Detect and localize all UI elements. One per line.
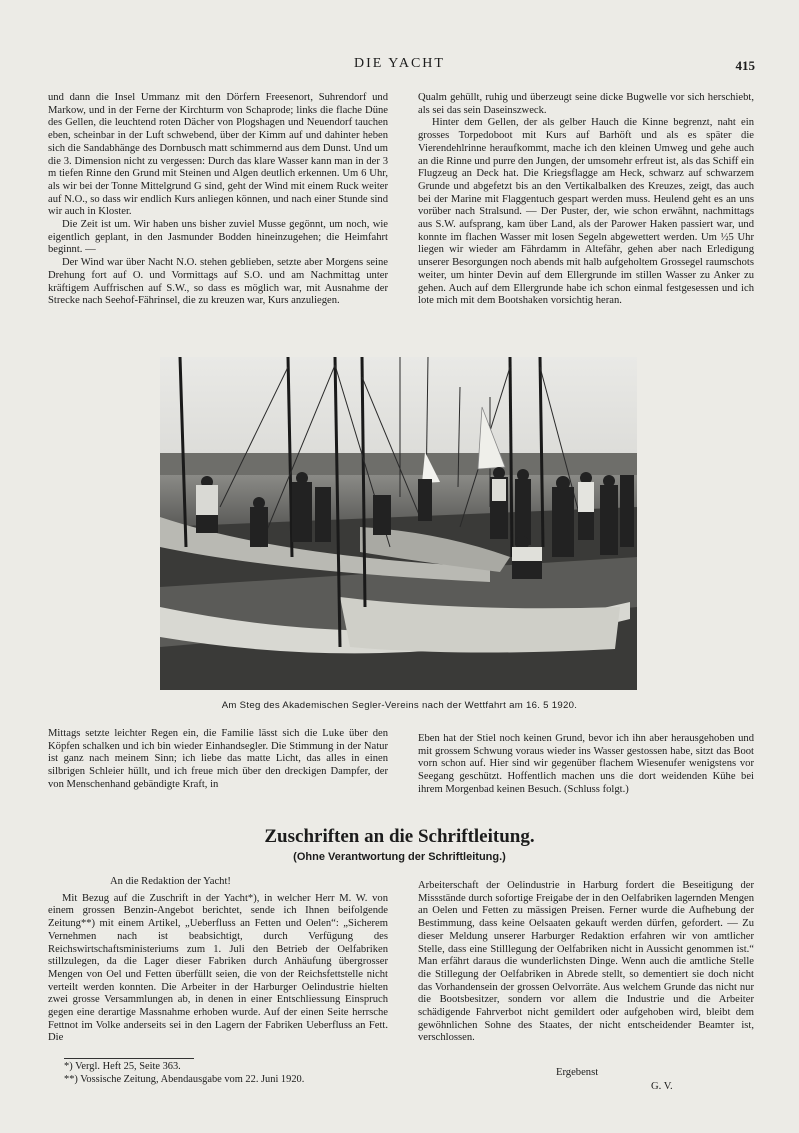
paragraph: Qualm gehüllt, ruhig und überzeugt seine dicke Bugwelle vor sich herschiebt, als sei das sein Daseinszweck. bbox=[418, 92, 754, 116]
letter-right-column bbox=[418, 880, 754, 1062]
paragraph: Eben hat der Stiel noch keinen Grund, bevor ich ihn aber herausgehoben und mit grossem Schwung voraus wieder ins Wasser gestossen habe, sitzt das Boot vorn schon auf. Hier sind wir gegenüber flachem Wiesenufer wenigstens vor Seegang geschützt. Hoffentlich machen uns die dort weidenden Kühe bei ihrem Morgenbad keinen Besuch. (Schluss folgt.) bbox=[418, 733, 754, 795]
running-title: DIE YACHT bbox=[354, 56, 445, 71]
article-left-column bbox=[48, 92, 388, 330]
paragraph: Arbeiterschaft der Oelindustrie in Harburg fordert die Beseitigung der Missstände durch sofortige Freigabe der in den Oelfabriken lagernden Mengen an Oelen und Fetten zu mässigen Preisen. Ferner wurde die Aufhebung der Bestimmung, dass keine Oelsaaten gekauft werden dürfen, gefordert. — Zu dieser Meldung unserer Harburger Redaktion erfahren wir von amtlicher Stelle, dass eine Stilllegung der Oelfabriken nicht in Aussicht genommen ist.“ Man erfährt daraus die wunderlichsten Dinge. Wenn auch die amtliche Stelle die Stillegung der Oelfabriken in Abrede stellt, so dementiert sie doch nicht das Vorhandensein der grossen Oelvorräte. Aus welchem Grunde das nicht nur die Bootsbesitzer, sondern vor allem die Industrie und die Arbeiter schädigende Fahrverbot nicht gemildert oder aufgehoben wird, bleibt dem gewöhnlichen Sohne des Staates, der nicht entscheidender Beamter ist, verschlossen. bbox=[418, 880, 754, 1044]
footnotes bbox=[64, 1061, 404, 1086]
paragraph: Die Zeit ist um. Wir haben uns bisher zuviel Musse gegönnt, um noch, wie eigentlich geplant, in den Jasmunder Bodden hineinzugehen; die Heimfahrt beginnt. — bbox=[48, 219, 388, 256]
paragraph: und dann die Insel Ummanz mit den Dörfern Freesenort, Suhrendorf und Markow, und in der Ferne der Kirchturm von Schaprode; links die flache Düne des Gellen, die leuchtend roten Dächer von Plogshagen und Neuendorf tauchen eben, scheinbar in der Luft schwebend, über der Kimm auf und dahinter heben sich die Sandabhänge des Dornbusch matt schimmernd aus dem Dunst. Und um die 3. Dimension nicht zu vergessen: Durch das klare Wasser kann man in der 3 m tiefen Rinne den Grund mit Steinen und Algen deutlich erkennen. Um 6 Uhr, als wir bei der Tonne Mittelgrund G sind, geht der Wind mit einem Ruck weiter auf N.O., so dass wir endlich Kurs anliegen können, und nach einer Stunde sind wir auch in Kloster. bbox=[48, 92, 388, 218]
paragraph: Mittags setzte leichter Regen ein, die Familie lässt sich die Luke über den Köpfen schalken und ich bin wieder Einhandsegler. Die Stimmung in der Natur ist ganz nach meinem Sinn; ich liebe das matte Licht, das alles in einen silbrigen Schleier hüllt, und ich freue mich über den dreckigen Dampfer, der von Menschenhand gebändigte Kraft, in bbox=[48, 728, 388, 790]
photo-illustration bbox=[160, 357, 637, 690]
article-right-column bbox=[418, 92, 754, 338]
letter-salutation: An die Redaktion der Yacht! bbox=[110, 876, 231, 887]
footnote: *) Vergl. Heft 25, Seite 363. bbox=[64, 1061, 181, 1072]
section-title: Zuschriften an die Schriftleitung. bbox=[264, 826, 535, 847]
footnote: **) Vossische Zeitung, Abendausgabe vom 22. Juni 1920. bbox=[64, 1073, 305, 1085]
paragraph: Hinter dem Gellen, der als gelber Hauch die Kinne begrenzt, naht ein grosses Torpedoboot mit Kurs auf Barhöft und als es später die Vierendehlrinne heraufkommt, mache ich den kleinen Umweg und gehe auch an die Rinne und purre den Jungen, der umsomehr erfreut ist, als das Schiff ein Flugzeug an Deck hat. Die Kriegsflagge am Heck, schwarz auf schwarzem Grunde und abgefetzt bis an den Vertikalbalken des Kreuzes, zeigt, das auch bei der Marine mit Flaggentuch gespart werden muss. Heulend geht es an uns vorüber nach Stralsund. — Der Puster, der, wie schon erwähnt, nachmittags aus S.W. aufsprang, kam über Land, als der Parower Haken passiert war, und konnte im flachen Wasser mit losen Segeln abgewettert werden. Um ½5 Uhr liegen wir wieder am Fährdamm in Altefähr, gehen aber nach Erledigung unserer Besorgungen noch abends mit halb aufgeholtem Grossegel raumschots weiter, um hinter Devin auf dem Ellergrunde im stillen Wasser zu Anker zu gehen. Auch auf dem Ellergrunde habe ich schon einmal festgesessen und ich lote mich mit dem Bootshaken vorsichtig heran. bbox=[418, 117, 754, 307]
letter-left-column bbox=[48, 876, 388, 1056]
footnote-divider bbox=[64, 1058, 194, 1059]
article-continued-right bbox=[418, 733, 754, 808]
page-number: 415 bbox=[735, 58, 755, 73]
photograph-sailboats-at-dock bbox=[160, 357, 637, 690]
article-continued-left bbox=[48, 728, 388, 800]
paragraph: Der Wind war über Nacht N.O. stehen geblieben, setzte aber Morgens seine Drehung fort auf O. und Vormittags auf S.O. und am Nachmittag unter kräftigem Auffrischen auf S.W., so dass es möglich war, mit Ausnahme der Strecke nach Seehof-Fährinsel, die zu kreuzen war, Kurs anzuliegen. bbox=[48, 257, 388, 307]
photo-caption: Am Steg des Akademischen Segler-Vereins nach der Wettfahrt am 16. 5 1920. bbox=[221, 700, 578, 711]
paragraph: Mit Bezug auf die Zuschrift in der Yacht*), in welcher Herr M. W. von einem grossen Benzin-Angebot berichtet, sende ich Ihnen beifolgende Zeitung**) mit einem Artikel, „Ueberfluss an Fetten und Oelen“: „Sicherem Vernehmen nach ist beabsichtigt, durch Verfügung des Reichswirtschaftsministeriums zum 1. Juli den Betrieb der Oelfabriken stillzulegen, da die Lager dieser Fabriken durch Anhäufung übergrosser Mengen von Oel und Fetten überfüllt seien, die von der Reichsfettstelle nicht verteilt werden konnten. Die Arbeiter in der Harburger Oelindustrie hielten zwei grosse Versammlungen ab, in denen in einer Entschliessung Einspruch gegen eine derartige Massnahme erhoben wurde. Auf der einen Seite herrsche Fettnot im Volke anderseits sei in den Lagern der Fabriken Ueberfluss an Fett. Die bbox=[48, 892, 388, 1044]
section-subtitle: (Ohne Verantwortung der Schriftleitung.) bbox=[293, 851, 506, 863]
letter-signature: G. V. bbox=[651, 1081, 673, 1092]
letter-closing: Ergebenst bbox=[556, 1067, 599, 1078]
